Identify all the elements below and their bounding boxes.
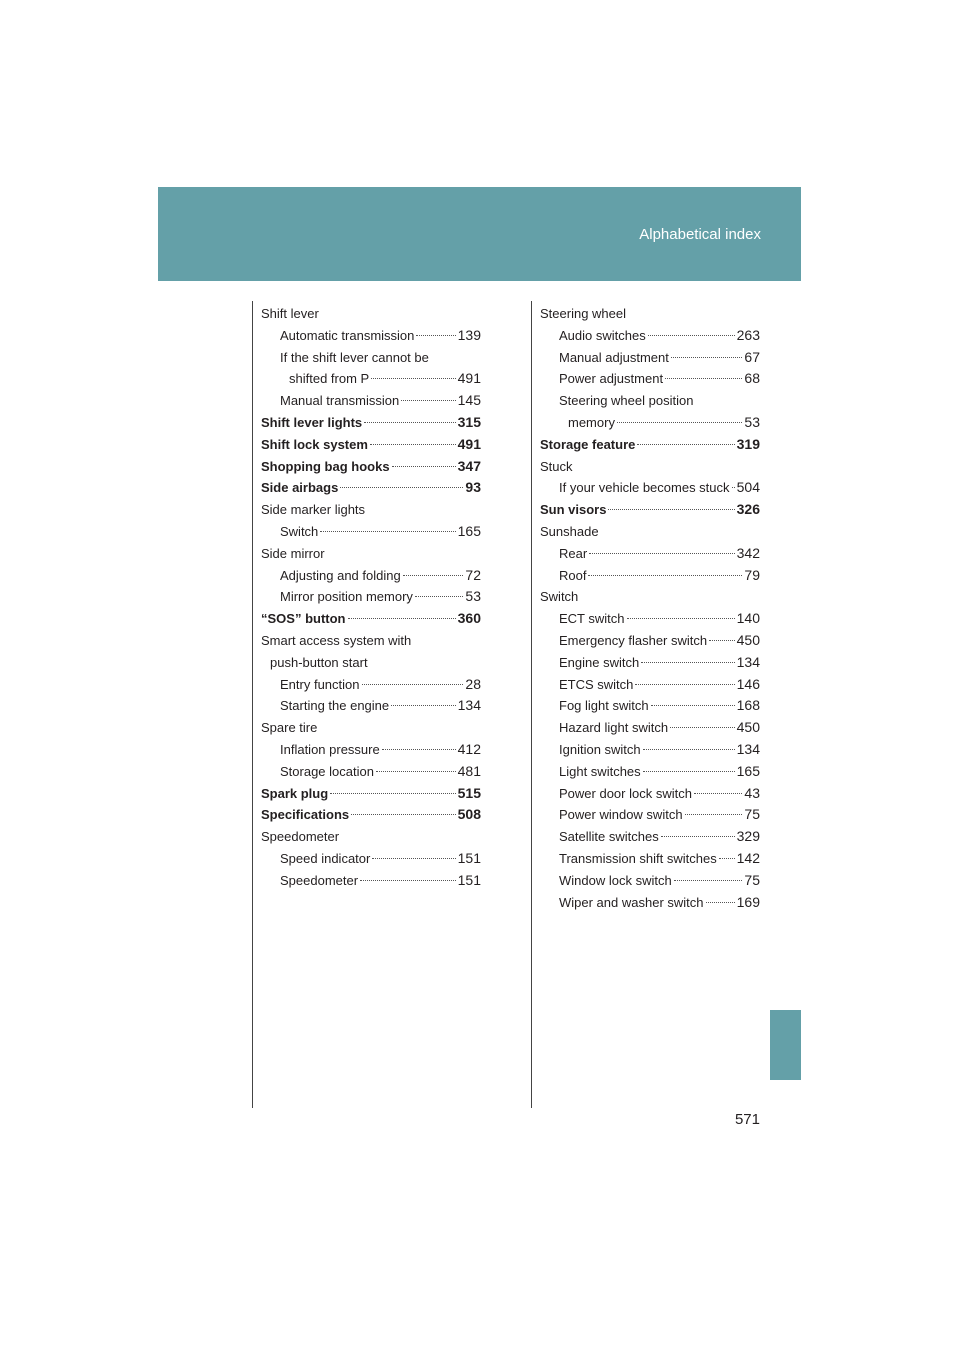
index-entry[interactable]: Manual transmission 145 [280,392,481,409]
index-heading: Side marker lights [261,502,366,518]
index-entry[interactable]: ETCS switch 146 [559,675,760,692]
index-entry[interactable]: Roof 79 [559,566,760,583]
index-entry[interactable]: Wiper and washer switch 169 [559,893,760,910]
index-entry[interactable]: Starting the engine 134 [280,697,481,714]
index-entry[interactable]: Speedometer 151 [280,871,481,888]
index-entry[interactable]: Power adjustment 68 [559,370,760,387]
index-heading-continued: push-button start [270,654,368,670]
index-entry[interactable]: Mirror position memory 53 [280,588,481,605]
index-column-right [540,303,760,913]
index-entry-text: Steering wheel position [559,393,694,409]
index-column-left [261,303,481,892]
index-heading: Spare tire [261,720,318,736]
index-heading: Steering wheel [540,306,626,321]
index-entry[interactable]: Inflation pressure 412 [280,740,481,757]
index-entry[interactable]: Adjusting and folding 72 [280,566,481,583]
index-heading: Switch [540,589,579,605]
chapter-tab [770,1010,801,1080]
index-heading: Smart access system with [261,632,412,648]
index-entry[interactable]: “SOS” button 360 [261,610,481,627]
index-entry[interactable]: Entry function 28 [280,675,481,692]
index-entry[interactable]: Manual adjustment 67 [559,348,760,365]
section-title: Alphabetical index [639,226,761,243]
index-entry[interactable]: Switch 165 [280,522,481,539]
index-entry[interactable]: Emergency flasher switch 450 [559,631,760,648]
index-entry[interactable]: shifted from P 491 [289,370,481,387]
page-number: 571 [734,1111,760,1128]
index-entry[interactable]: Shift lock system 491 [261,435,481,452]
column-divider-left [252,301,253,1108]
index-entry[interactable]: Engine switch 134 [559,653,760,670]
index-entry[interactable]: Side airbags 93 [261,479,481,496]
index-entry[interactable]: Sun visors 326 [540,501,760,518]
index-entry[interactable]: Rear 342 [559,544,760,561]
index-entry[interactable]: ECT switch 140 [559,610,760,627]
index-entry[interactable]: Transmission shift switches 142 [559,849,760,866]
index-heading: Sunshade [540,523,599,539]
index-entry[interactable]: Shopping bag hooks 347 [261,457,481,474]
index-entry[interactable]: Fog light switch 168 [559,697,760,714]
index-entry[interactable]: Ignition switch 134 [559,740,760,757]
index-entry[interactable]: Speed indicator 151 [280,849,481,866]
index-entry[interactable]: Satellite switches 329 [559,828,760,845]
column-divider-right [531,301,532,1108]
index-heading: Shift lever [261,306,319,321]
index-entry[interactable]: Shift lever lights 315 [261,413,481,430]
index-heading: Side mirror [261,545,325,561]
index-entry[interactable]: If your vehicle becomes stuck 504 [559,479,760,496]
index-entry-text: If the shift lever cannot be [280,349,429,365]
index-entry[interactable]: Automatic transmission 139 [280,326,481,343]
index-heading: Speedometer [261,829,340,845]
index-entry[interactable]: Specifications 508 [261,806,481,823]
index-entry[interactable]: Storage location 481 [280,762,481,779]
index-entry[interactable]: Spark plug 515 [261,784,481,801]
index-entry[interactable]: Hazard light switch 450 [559,719,760,736]
index-heading: Stuck [540,458,573,474]
index-entry[interactable]: Audio switches 263 [559,326,760,343]
index-entry[interactable]: memory 53 [568,413,760,430]
index-entry[interactable]: Light switches 165 [559,762,760,779]
index-entry[interactable]: Window lock switch 75 [559,871,760,888]
index-entry[interactable]: Storage feature 319 [540,435,760,452]
section-header-bar [158,187,801,281]
index-entry[interactable]: Power window switch 75 [559,806,760,823]
index-entry[interactable]: Power door lock switch 43 [559,784,760,801]
